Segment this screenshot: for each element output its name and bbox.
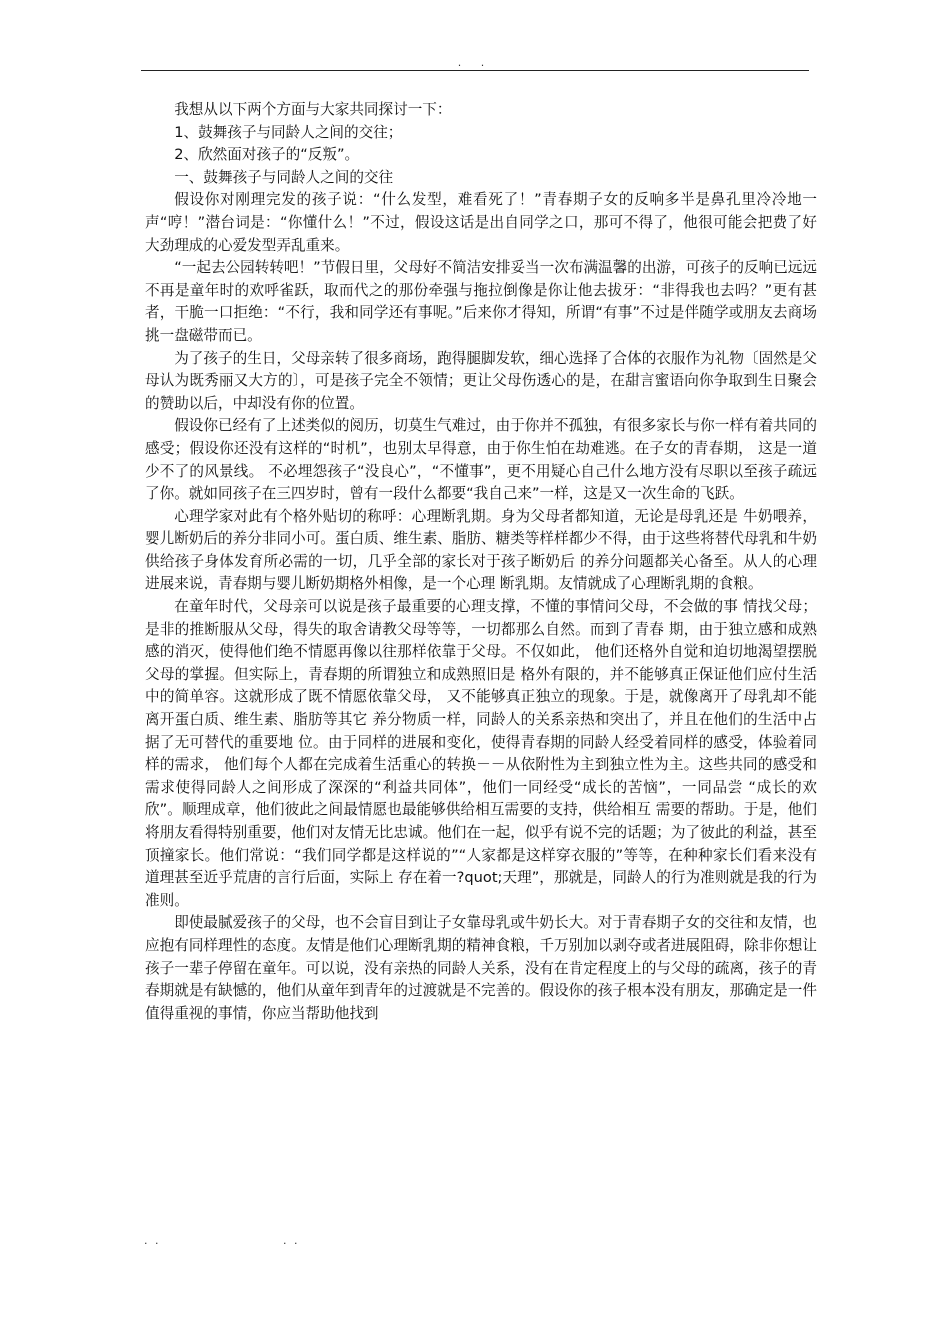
header-dots: . . — [457, 56, 493, 69]
paragraph: 即使最腻爱孩子的父母，也不会盲目到让子女靠母乳或牛奶长大。对于青春期子女的交往和友情，也应抱有同样理性的态度。友情是他们心理断乳期的精神食粮，千万别加以剥夺或者进展阻碍，除非你想让孩子一辈子停留在童年。可以说，没有亲热的同龄人关系，没有在肯定程度上的与父母的疏离，孩子的青春期就是有缺憾的，他们从童年到青年的过渡就是不完善的。假设你的孩子根本没有朋友，那确定是一件值得重视的事情，你应当帮助他找到 — [145, 914, 817, 1022]
paragraph: 为了孩子的生日，父母亲转了很多商场，跑得腿脚发软，细心选择了合体的衣服作为礼物〔固然是父母认为既秀丽又大方的〕，可是孩子完全不领情；更让父母伤透心的是，在甜言蜜语向你争取到生日聚会的赞助以后，中却没有你的位置。 — [145, 349, 817, 412]
document-body — [145, 99, 817, 1025]
footer-dots-middle: . . — [283, 1234, 300, 1247]
paragraph: 假设你已经有了上述类似的阅历，切莫生气难过，由于你并不孤独，有很多家长与你一样有着共同的感受；假设你还没有这样的“时机”，也别太早得意，由于你生怕在劫难逃。在子女的青春期， 这是一道少不了的风景线。 不必埋怨孩子“没良心”，“不懂事”，更不用疑心自己什么地方没有尽职以至孩子疏远了你。就如同孩子在三四岁时，曾有一段什么都要“我自己来”一样，这是又一次生命的飞跃。 — [145, 417, 817, 503]
footer-dots-left: . . — [144, 1234, 161, 1247]
paragraph: 在童年时代，父母亲可以说是孩子最重要的心理支撑，不懂的事情问父母，不会做的事 情找父母；是非的推断服从父母，得失的取舍请教父母等等，一切都那么自然。而到了青春 期，由于独立感和成熟感的消灭，使得他们绝不情愿再像以往那样依靠于父母。不仅如此， 他们还格外自觉和迫切地渴望摆脱父母的掌握。但实际上，青春期的所谓独立和成熟照旧是 格外有限的，并不能够真正保证他们应付生活中的简单容。这就形成了既不情愿依靠父母， 又不能够真正独立的现象。于是，就像离开了母乳却不能离开蛋白质、维生素、脂肪等其它 养分物质一样，同龄人的关系亲热和突出了，并且在他们的生活中占据了无可替代的重要地 位。由于同样的进展和变化，使得青春期的同龄人经受着同样的感受，体验着同样的需求， 他们每个人都在完成着生活重心的转换－－从依附性为主到独立性为主。这些共同的感受和 需求使得同龄人之间形成了深深的“利益共同体”，他们一同经受“成长的苦恼”，一同品尝 “成长的欢欣”。顺理成章，他们彼此之间最情愿也最能够供给相互需要的支持，供给相互 需要的帮助。于是，他们将朋友看得特别重要，他们对友情无比忠诚。他们在一起，似乎有说不完的话题；为了彼此的利益，甚至顶撞家长。他们常说：“我们同学都是这样说的”“人家都是这样穿衣服的”等等，在种种家长们看来没有道理甚至近乎荒唐的言行后面，实际上 存在着一?quot;天理”，那就是，同龄人的行为准则就是我的行为准则。 — [145, 598, 817, 909]
paragraph: 我想从以下两个方面与大家共同探讨一下： — [174, 101, 452, 118]
section-heading: 一、鼓舞孩子与同龄人之间的交往 — [174, 168, 394, 186]
header-rule — [141, 70, 809, 71]
paragraph: 2、欣然面对孩子的“反叛”。 — [174, 146, 360, 164]
paragraph: 假设你对刚理完发的孩子说：“什么发型，难看死了！”青春期子女的反响多半是鼻孔里冷冷地一声“哼！”潜台词是：“你懂什么！”不过，假设这话是出自同学之口，那可不得了，他很可能会把费了好大劲理成的心爱发型弄乱重来。 — [145, 191, 817, 254]
paragraph: 心理学家对此有个格外贴切的称呼：心理断乳期。身为父母者都知道，无论是母乳还是 牛奶喂养，婴儿断奶后的养分非同小可。蛋白质、维生素、脂肪、糖类等样样都少不得，由于这些将替代母乳和牛奶供给孩子身体发育所必需的一切，几乎全部的家长对于孩子断奶后 的养分问题都关心备至。从人的心理进展来说，青春期与婴儿断奶期格外相像，是一个心理 断乳期。友情就成了心理断乳期的食粮。 — [145, 507, 817, 593]
paragraph: “一起去公园转转吧！”节假日里，父母好不简洁安排妥当一次布满温馨的出游，可孩子的反响已远远不再是童年时的欢呼雀跃，取而代之的那份牵强与拖拉倒像是你让他去拔牙：“非得我也去吗？”更有甚者，干脆一口拒绝：“不行，我和同学还有事呢。”后来你才得知，所谓“有事”不过是伴随学或朋友去商场挑一盘磁带而已。 — [145, 259, 817, 344]
paragraph: 1、鼓舞孩子与同龄人之间的交往； — [174, 123, 403, 141]
